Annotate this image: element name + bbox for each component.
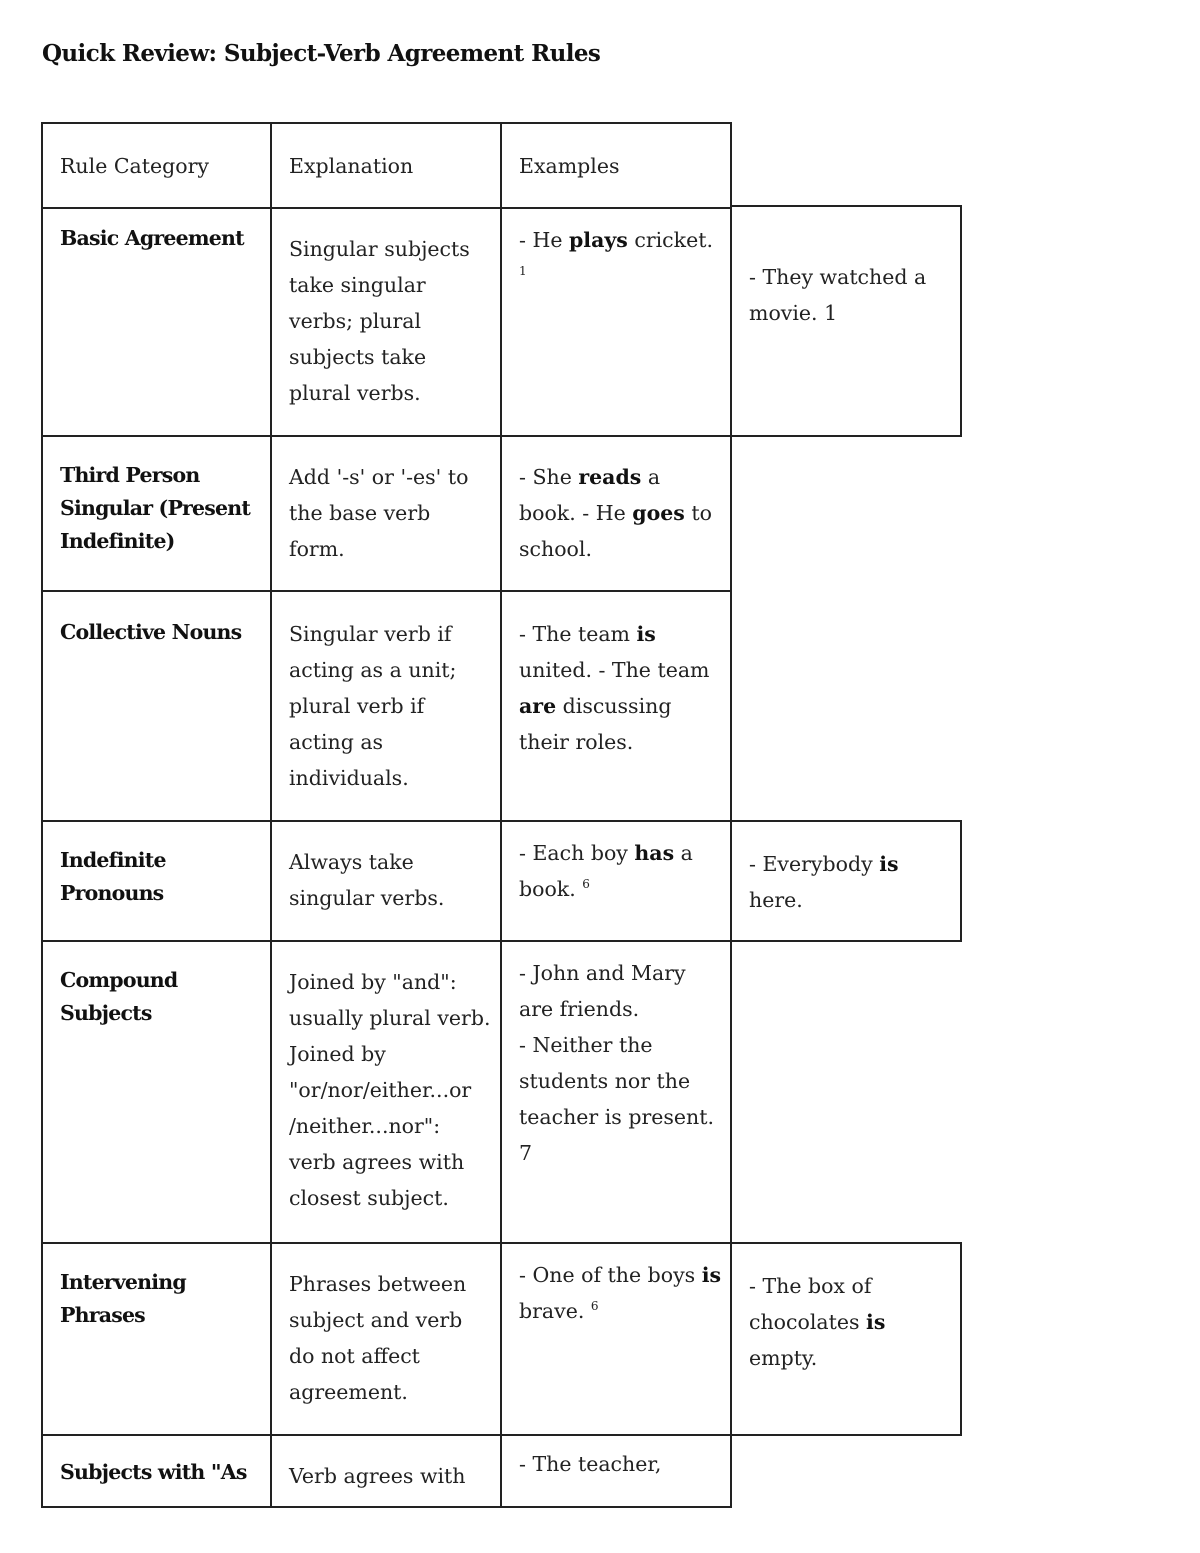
table-row-cell-example: - The teacher, <box>500 1434 732 1508</box>
table-row-cell-example: - John and Mary are friends. - Neither the students nor the teacher is present. 7 <box>500 940 732 1244</box>
header-cell-explanation <box>270 122 502 209</box>
table-row-cell-category <box>41 435 272 592</box>
rule-explanation: Singular verb if acting as a unit; plural verb if acting as individuals. <box>289 622 457 790</box>
table-row-cell-example: - One of the boys is brave. $^6$ <box>500 1242 732 1436</box>
table-row-cell-explanation <box>270 940 502 1244</box>
table-row-cell-extra-example: - They watched a movie. 1 <box>730 205 962 437</box>
rule-category: Basic Agreement <box>60 226 244 250</box>
table-row-cell-category <box>41 1434 272 1508</box>
rule-explanation: Add '-s' or '-es' to the base verb form. <box>289 465 469 561</box>
rule-explanation: Phrases between subject and verb do not affect agreement. <box>289 1272 467 1404</box>
header-cell-category <box>41 122 272 209</box>
rule-category: Compound Subjects <box>60 968 178 1025</box>
rule-category: Subjects with "As <box>60 1460 247 1484</box>
table-row-cell-category <box>41 207 272 437</box>
table-row-cell-category <box>41 590 272 822</box>
table-row-cell-extra-example: - The box of chocolates is empty. <box>730 1242 962 1436</box>
table-row-cell-example: - The team is united. - The team are discussing their roles. <box>500 590 732 822</box>
table-row-cell-explanation <box>270 820 502 942</box>
header-label: Explanation <box>289 154 414 178</box>
rule-explanation: Verb agrees with <box>289 1464 466 1488</box>
table-row-cell-example: - He plays cricket. $^1$ <box>500 207 732 437</box>
header-cell-examples <box>500 122 732 209</box>
rule-category: Indefinite Pronouns <box>60 848 166 905</box>
table-row-cell-explanation <box>270 590 502 822</box>
header-label: Examples <box>519 154 620 178</box>
footnote-marker: 6 <box>582 877 590 892</box>
rule-explanation: Joined by "and": usually plural verb. Joined by "or/nor/either...or /neither...nor": verb agrees with closest subject. <box>289 970 491 1210</box>
table-row-cell-explanation <box>270 1242 502 1436</box>
table-row-cell-explanation <box>270 207 502 437</box>
rule-category: Intervening Phrases <box>60 1270 186 1327</box>
table-row-cell-extra-example: - Everybody is here. <box>730 820 962 942</box>
table-row-cell-explanation <box>270 1434 502 1508</box>
footnote-marker: 6 <box>590 1299 599 1314</box>
rule-category: Third Person Singular (Present Indefinite) <box>60 463 251 553</box>
page-title: Quick Review: Subject-Verb Agreement Rules <box>42 40 601 67</box>
table-row-cell-example: - She reads a book. - He goes to school. <box>500 435 732 592</box>
table-row-cell-category <box>41 940 272 1244</box>
rule-category: Collective Nouns <box>60 620 242 644</box>
rule-explanation: Always take singular verbs. <box>289 850 445 910</box>
header-label: Rule Category <box>60 154 209 178</box>
table-row-cell-explanation <box>270 435 502 592</box>
table-row-cell-category <box>41 1242 272 1436</box>
rule-explanation: Singular subjects take singular verbs; plural subjects take plural verbs. <box>289 237 470 405</box>
footnote-marker: 1 <box>519 264 527 279</box>
table-row-cell-example: - Each boy has a book. $^6$ <box>500 820 732 942</box>
table-row-cell-category <box>41 820 272 942</box>
